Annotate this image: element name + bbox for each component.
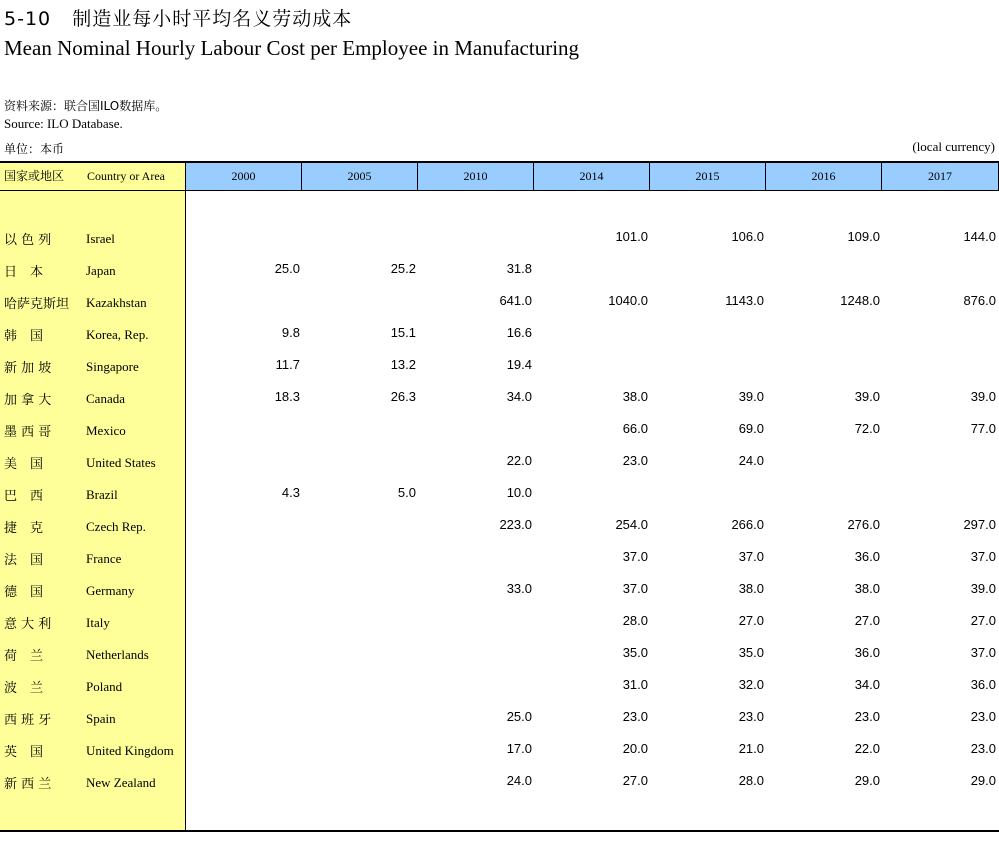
year-header-2014: 2014: [534, 163, 650, 190]
value-cell-2005: 26.3: [390, 389, 416, 404]
country-name-en: Netherlands: [86, 647, 149, 662]
value-cell-2015: 1143.0: [725, 293, 764, 308]
value-cell-2015: 37.0: [738, 549, 764, 564]
value-cell-2016: 27.0: [854, 613, 880, 628]
table-row: [0, 421, 999, 453]
value-cell-2016: 36.0: [854, 645, 880, 660]
value-cell-2015: 27.0: [738, 613, 764, 628]
table-row: [0, 389, 999, 421]
table-row: [0, 645, 999, 677]
country-name-cn: 巴 西: [4, 489, 44, 504]
value-cell-2014: 23.0: [622, 453, 648, 468]
value-cell-2015: 69.0: [738, 421, 764, 436]
value-cell-2010: 33.0: [506, 581, 532, 596]
country-name-cn: 德 国: [4, 585, 44, 600]
value-cell-2010: 223.0: [499, 517, 532, 532]
country-name-cn: 新 加 坡: [4, 361, 52, 376]
value-cell-2017: 23.0: [970, 741, 996, 756]
table-row: [0, 453, 999, 485]
value-cell-2016: 23.0: [854, 709, 880, 724]
country-name-cn: 波 兰: [4, 681, 44, 696]
country-name-en: Singapore: [86, 359, 139, 374]
value-cell-2014: 23.0: [622, 709, 648, 724]
value-cell-2016: 1248.0: [840, 293, 880, 308]
country-name-cn: 法 国: [4, 553, 44, 568]
country-name-en: Israel: [86, 231, 115, 246]
value-cell-2017: 297.0: [963, 517, 996, 532]
table-row: [0, 741, 999, 773]
table-row: [0, 581, 999, 613]
country-name-cn: 捷 克: [4, 521, 44, 536]
year-header-2010: 2010: [418, 163, 534, 190]
value-cell-2000: 4.3: [281, 485, 300, 500]
table-row: [0, 261, 999, 293]
table-row: [0, 357, 999, 389]
country-name-en: United Kingdom: [86, 743, 174, 758]
country-name-en: Italy: [86, 615, 110, 630]
country-name-cn: 韩 国: [4, 329, 44, 344]
value-cell-2014: 27.0: [622, 773, 648, 788]
country-name-en: Poland: [86, 679, 123, 694]
value-cell-2017: 39.0: [970, 581, 996, 596]
country-name-cn: 哈萨克斯坦: [4, 297, 70, 312]
value-cell-2000: 25.0: [274, 261, 300, 276]
country-name-cn: 美 国: [4, 457, 44, 472]
value-cell-2014: 37.0: [622, 581, 648, 596]
value-cell-2016: 29.0: [854, 773, 880, 788]
value-cell-2016: 36.0: [854, 549, 880, 564]
table-row: [0, 613, 999, 645]
year-header-2000: 2000: [186, 163, 302, 190]
table-title-cn: [4, 4, 352, 31]
value-cell-2016: 22.0: [854, 741, 880, 756]
year-header-2015: 2015: [650, 163, 766, 190]
country-name-cn: 日 本: [4, 265, 44, 280]
table-row: [0, 517, 999, 549]
value-cell-2015: 35.0: [738, 645, 764, 660]
value-cell-2017: 77.0: [970, 421, 996, 436]
value-cell-2005: 5.0: [397, 485, 416, 500]
value-cell-2015: 21.0: [738, 741, 764, 756]
source-en: Source: ILO Database.: [4, 116, 123, 131]
value-cell-2014: 66.0: [622, 421, 648, 436]
country-header-en: Country or Area: [87, 169, 165, 183]
country-name-en: Germany: [86, 583, 135, 598]
country-name-en: France: [86, 551, 122, 566]
value-cell-2015: 266.0: [731, 517, 764, 532]
value-cell-2015: 39.0: [738, 389, 764, 404]
value-cell-2015: 23.0: [738, 709, 764, 724]
value-cell-2017: 36.0: [970, 677, 996, 692]
country-name-en: Brazil: [86, 487, 118, 502]
value-cell-2014: 20.0: [622, 741, 648, 756]
value-cell-2010: 34.0: [506, 389, 532, 404]
year-header-2017: 2017: [882, 163, 999, 190]
value-cell-2017: 144.0: [963, 229, 996, 244]
value-cell-2010: 16.6: [506, 325, 532, 340]
value-cell-2015: 24.0: [738, 453, 764, 468]
country-name-cn: 墨 西 哥: [4, 425, 52, 440]
value-cell-2005: 15.1: [390, 325, 416, 340]
value-cell-2010: 10.0: [506, 485, 532, 500]
table-row: [0, 293, 999, 325]
value-cell-2016: 34.0: [854, 677, 880, 692]
country-header-cn: 国家或地区: [4, 169, 65, 183]
value-cell-2010: 17.0: [506, 741, 532, 756]
country-name-cn: 加 拿 大: [4, 393, 52, 408]
value-cell-2017: 876.0: [963, 293, 996, 308]
country-name-en: United States: [86, 455, 156, 470]
table-row: [0, 485, 999, 517]
country-name-cn: 以 色 列: [4, 233, 52, 248]
country-name-en: Mexico: [86, 423, 126, 438]
value-cell-2005: 25.2: [390, 261, 416, 276]
country-name-cn: 英 国: [4, 745, 44, 760]
value-cell-2010: 31.8: [506, 261, 532, 276]
value-cell-2017: 23.0: [970, 709, 996, 724]
table-title-cn-text: 制造业每小时平均名义劳动成本: [72, 8, 353, 30]
value-cell-2000: 11.7: [275, 357, 300, 372]
value-cell-2014: 101.0: [615, 229, 648, 244]
country-name-en: Korea, Rep.: [86, 327, 149, 342]
value-cell-2015: 32.0: [738, 677, 764, 692]
value-cell-2000: 9.8: [281, 325, 300, 340]
table-row: [0, 549, 999, 581]
table-header: [0, 161, 999, 191]
value-cell-2014: 254.0: [615, 517, 648, 532]
value-cell-2000: 18.3: [274, 389, 300, 404]
value-cell-2010: 25.0: [506, 709, 532, 724]
value-cell-2017: 37.0: [970, 645, 996, 660]
country-name-en: Japan: [86, 263, 116, 278]
value-cell-2017: 29.0: [970, 773, 996, 788]
table-title-en: Mean Nominal Hourly Labour Cost per Employee in Manufacturing: [4, 36, 580, 60]
country-name-en: Spain: [86, 711, 116, 726]
country-name-en: Kazakhstan: [86, 295, 147, 310]
country-name-cn: 意 大 利: [4, 617, 52, 632]
table-bottom-rule: [0, 830, 999, 832]
value-cell-2017: 39.0: [970, 389, 996, 404]
table-row: [0, 229, 999, 261]
value-cell-2015: 38.0: [738, 581, 764, 596]
value-cell-2017: 27.0: [970, 613, 996, 628]
year-header-2005: 2005: [302, 163, 418, 190]
country-name-cn: 西 班 牙: [4, 713, 52, 728]
value-cell-2017: 37.0: [970, 549, 996, 564]
value-cell-2016: 109.0: [847, 229, 880, 244]
value-cell-2005: 13.2: [390, 357, 416, 372]
value-cell-2010: 22.0: [506, 453, 532, 468]
country-name-en: New Zealand: [86, 775, 156, 790]
value-cell-2014: 38.0: [622, 389, 648, 404]
value-cell-2015: 106.0: [731, 229, 764, 244]
year-header-2016: 2016: [766, 163, 882, 190]
value-cell-2010: 641.0: [499, 293, 532, 308]
value-cell-2014: 37.0: [622, 549, 648, 564]
unit-en: (local currency): [912, 139, 995, 154]
country-name-cn: 新 西 兰: [4, 777, 52, 792]
value-cell-2010: 24.0: [506, 773, 532, 788]
table-row: [0, 677, 999, 709]
value-cell-2010: 19.4: [506, 357, 532, 372]
unit-cn: 单位：本币: [4, 142, 65, 156]
value-cell-2016: 38.0: [854, 581, 880, 596]
value-cell-2014: 1040.0: [608, 293, 648, 308]
table-row: [0, 709, 999, 741]
value-cell-2014: 28.0: [622, 613, 648, 628]
value-cell-2016: 39.0: [854, 389, 880, 404]
value-cell-2014: 35.0: [622, 645, 648, 660]
country-header: [0, 163, 186, 190]
source-cn: 资料来源：联合国ILO数据库。: [4, 99, 168, 113]
value-cell-2016: 72.0: [854, 421, 880, 436]
value-cell-2015: 28.0: [738, 773, 764, 788]
value-cell-2016: 276.0: [847, 517, 880, 532]
value-cell-2014: 31.0: [622, 677, 648, 692]
table-code: 5-10: [4, 8, 52, 30]
country-name-cn: 荷 兰: [4, 649, 44, 664]
country-name-en: Canada: [86, 391, 125, 406]
country-name-en: Czech Rep.: [86, 519, 146, 534]
table-row: [0, 325, 999, 357]
table-row: [0, 773, 999, 805]
